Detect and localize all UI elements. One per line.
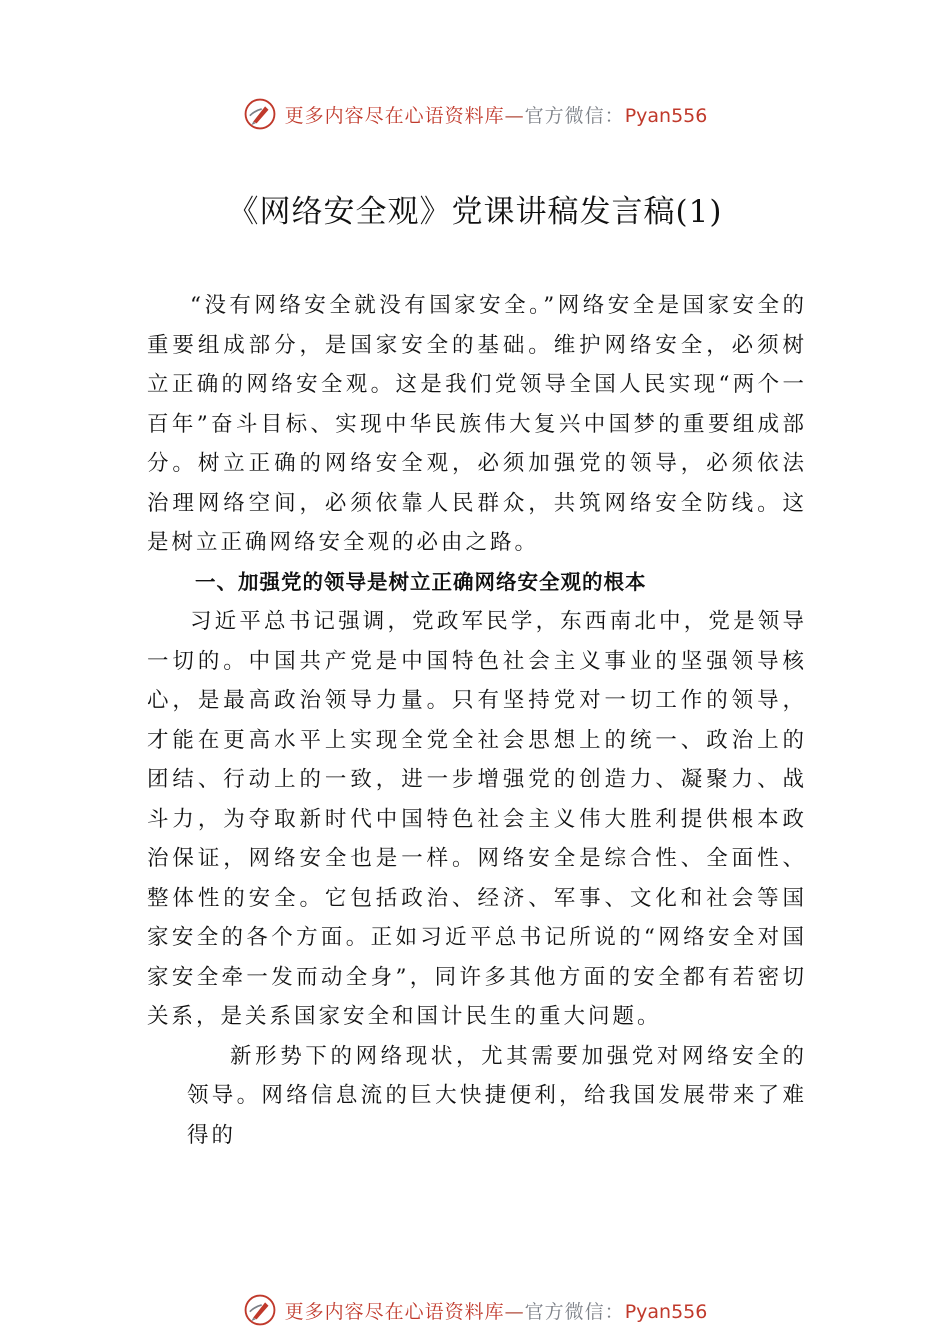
document-body: [147, 286, 807, 1155]
banner-main-text: 更多内容尽在心语资料库: [284, 104, 505, 127]
banner-dash: —: [504, 1300, 525, 1323]
pen-nib-logo-icon: [243, 1293, 277, 1327]
paragraph-intro: “没有网络安全就没有国家安全。”网络安全是国家安全的重要组成部分，是国家安全的基础。维护网络安全，必须树立正确的网络安全观。这是我们党领导全国人民实现“两个一百年”奋斗目标、实现中华民族伟大复兴中国梦的重要组成部分。树立正确的网络安全观，必须加强党的领导，必须依法治理网络空间，必须依靠人民群众，共筑网络安全防线。这是树立正确网络安全观的必由之路。: [147, 293, 807, 555]
section-heading-1: 一、加强党的领导是树立正确网络安全观的根本: [195, 569, 647, 594]
document-title: 《网络安全观》党课讲稿发言稿(1): [227, 194, 723, 230]
banner-text: [285, 1297, 708, 1324]
paragraph-section-1-continued: 新形势下的网络现状，尤其需要加强党对网络安全的领导。网络信息流的巨大快捷便利，给我国发展带来了难得的: [187, 1043, 807, 1148]
banner-main-text: 更多内容尽在心语资料库: [284, 1300, 505, 1323]
banner-dash: —: [504, 104, 525, 127]
banner-wechat-id: Pyan556: [624, 104, 708, 127]
pen-nib-logo-icon: [243, 97, 277, 131]
banner-text: [285, 101, 708, 128]
banner-official-label: 官方微信：: [524, 104, 625, 127]
banner-wechat-id: Pyan556: [624, 1300, 708, 1323]
footer-watermark-banner: [0, 1290, 950, 1330]
banner-official-label: 官方微信：: [524, 1300, 625, 1323]
header-watermark-banner: [0, 94, 950, 134]
paragraph-section-1: 习近平总书记强调，党政军民学，东西南北中，党是领导一切的。中国共产党是中国特色社会主义事业的坚强领导核心，是最高政治领导力量。只有坚持党对一切工作的领导，才能在更高水平上实现全党全社会思想上的统一、政治上的团结、行动上的一致，进一步增强党的创造力、凝聚力、战斗力，为夺取新时代中国特色社会主义伟大胜利提供根本政治保证，网络安全也是一样。网络安全是综合性、全面性、 整体性的安全。它包括政治、经济、军事、文化和社会等国家安全的各个方面。正如习近平总书记所说的“网络安全对国家安全牵一发而动全身”，同许多其他方面的安全都有若密切关系，是关系国家安全和国计民生的重大问题。: [147, 609, 807, 1029]
